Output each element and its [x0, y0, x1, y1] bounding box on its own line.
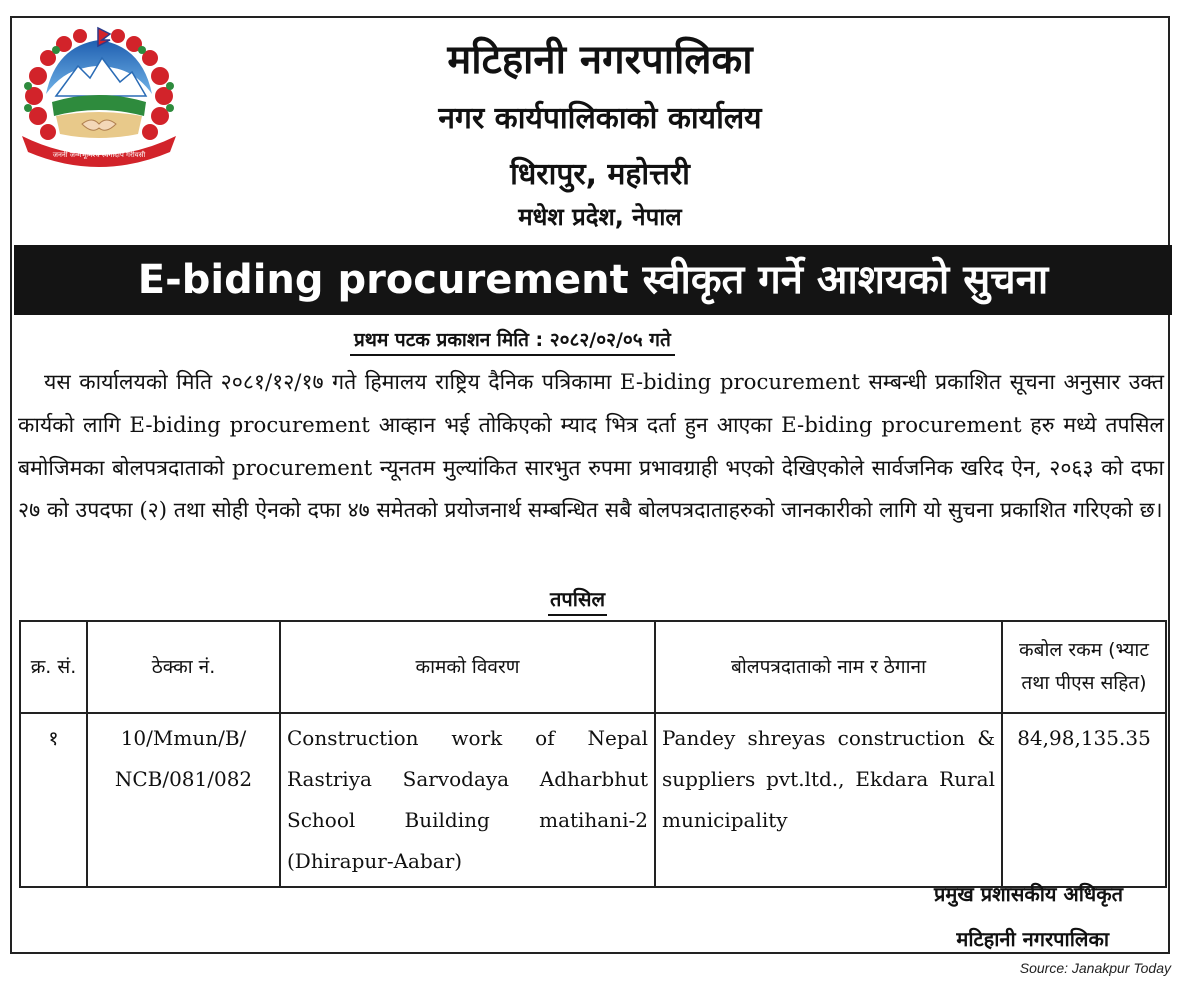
cell-description: Construction work of Nepal Rastriya Sarvodaya Adharbhut School Building matihani-2 (Dhirapur-Aabar) — [280, 713, 655, 887]
source-credit: Source: Janakpur Today — [1019, 960, 1171, 976]
office-name: नगर कार्यपालिकाको कार्यालय — [438, 101, 762, 136]
bid-table — [19, 620, 1167, 888]
cell-contract-no: 10/Mmun/B/ NCB/081/082 — [87, 713, 280, 887]
notice-body: यस कार्यालयको मिति २०८१/१२/१७ गते हिमालय राष्ट्रिय दैनिक पत्रिकामा E-biding procurement सम्बन्धी प्रकाशित सूचना अनुसार उक्त कार्यको लागि E-biding procurement आव्हान भई तोकिएको म्याद भित्र दर्ता हुन आएका E-biding procurement हरु मध्ये तपसिल बमोजिमका बोलपत्रदाताको procurement न्यूनतम मुल्यांकित सारभुत रुपमा प्रभावग्राही भएको देखिएकोले सार्वजनिक खरिद ऐन, २०६३ को दफा २७ को उपदफा (२) तथा सोही ऐनको दफा ४७ समेतको प्रयोजनार्थ सम्बन्धित सबै बोलपत्रदाताहरुको जानकारीको लागि यो सुचना प्रकाशित गरिएको छ। — [18, 370, 1164, 524]
nepal-emblem-icon — [16, 24, 182, 170]
publication-date: प्रथम पटक प्रकाशन मिति : २०८२/०२/०५ गते — [350, 326, 675, 356]
col-header-contract-no: ठेक्का नं. — [87, 621, 280, 713]
cell-bidder: Pandey shreyas construction & suppliers pvt.ltd., Ekdara Rural municipality — [655, 713, 1002, 887]
svg-text:जननी जन्मभूमिश्च स्वर्गादपि गर: जननी जन्मभूमिश्च स्वर्गादपि गरीयसी — [52, 151, 146, 159]
office-address: धिरापुर, महोत्तरी — [510, 157, 690, 192]
cell-amount: 84,98,135.35 — [1002, 713, 1166, 887]
col-header-description: कामको विवरण — [280, 621, 655, 713]
municipality-name: मटिहानी नगरपालिका — [447, 37, 753, 83]
col-header-bidder: बोलपत्रदाताको नाम र ठेगाना — [655, 621, 1002, 713]
notice-title-banner: E-biding procurement स्वीकृत गर्ने आशयको सुचना — [14, 245, 1172, 315]
col-header-sn: क्र. सं. — [20, 621, 87, 713]
signatory-designation: प्रमुख प्रशासकीय अधिकृत — [934, 882, 1123, 906]
table-header-row — [20, 621, 1166, 713]
schedule-heading: तपसिल — [548, 585, 607, 616]
signatory-office: मटिहानी नगरपालिका — [956, 927, 1109, 951]
province-country: मधेश प्रदेश, नेपाल — [518, 203, 682, 231]
cell-sn: १ — [20, 713, 87, 887]
table-row — [20, 713, 1166, 887]
col-header-amount: कबोल रकम (भ्याट तथा पीएस सहित) — [1002, 621, 1166, 713]
